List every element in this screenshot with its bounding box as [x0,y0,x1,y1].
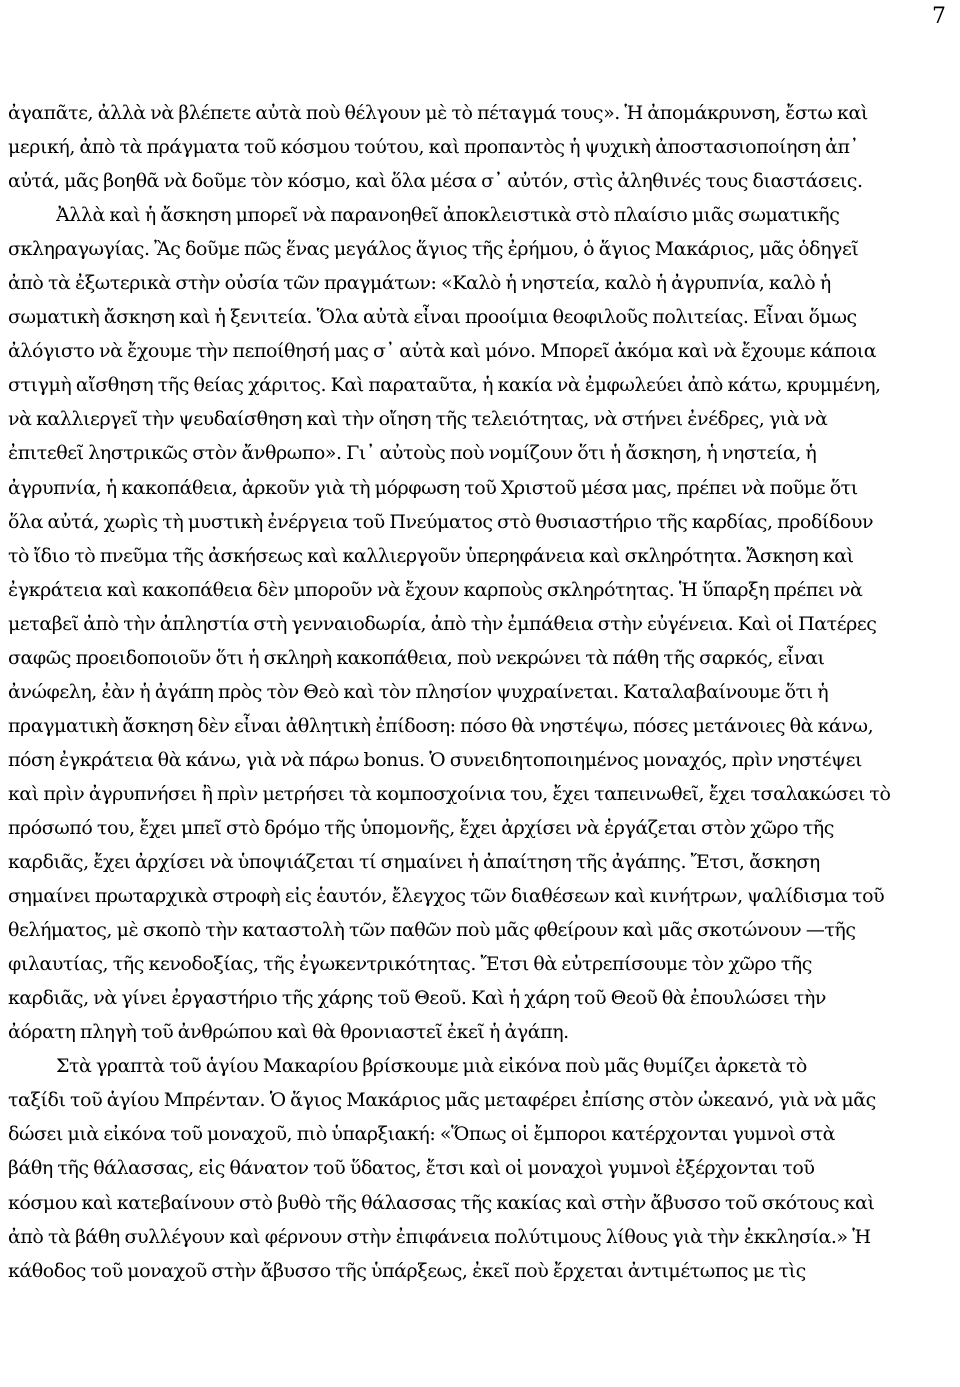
text-line: σωματικὴ ἄσκηση καὶ ἡ ξενιτεία. Ὅλα αὐτὰ εἶναι προοίμια θεοφιλοῦς πολιτείας. Εἶναι ὅμως [8,306,857,329]
text-line: ἐγκράτεια καὶ κακοπάθεια δὲν μποροῦν νὰ ἔχουν καρποὺς σκληρότητας. Ἡ ὕπαρξη πρέπει νὰ [8,578,863,601]
text-line: σαφῶς προειδοποιοῦν ὅτι ἡ σκληρὴ κακοπάθεια, ποὺ νεκρώνει τὰ πάθη τῆς σαρκός, εἶναι [8,646,825,669]
body-text [8,96,952,1288]
text-line: ἀπὸ τὰ ἐξωτερικὰ στὴν οὐσία τῶν πραγμάτων: «Καλὸ ἡ νηστεία, καλὸ ἡ ἀγρυπνία, καλὸ ἡ [8,272,831,295]
text-line: ἀγρυπνία, ἡ κακοπάθεια, ἀρκοῦν γιὰ τὴ μόρφωση τοῦ Χριστοῦ μέσα μας, πρέπει νὰ ποῦμε ὅτι [8,476,858,499]
text-line: μεταβεῖ ἀπὸ τὴν ἀπληστία στὴ γενναιοδωρία, ἀπὸ τὴν ἐμπάθεια στὴν εὐγένεια. Καὶ οἱ Πατέρες [8,612,877,635]
text-line: δώσει μιὰ εἰκόνα τοῦ μοναχοῦ, πιὸ ὑπαρξιακή: «Ὅπως οἱ ἔμποροι κατέρχονται γυμνοὶ στὰ [8,1123,836,1146]
text-line: σκληραγωγίας. Ἂς δοῦμε πῶς ἕνας μεγάλος ἅγιος τῆς ἐρήμου, ὁ ἅγιος Μακάριος, μᾶς ὁδηγεῖ [8,238,859,261]
text-line: ἀνώφελη, ἐὰν ἡ ἀγάπη πρὸς τὸν Θεὸ καὶ τὸν πλησίον ψυχραίνεται. Καταλαβαίνουμε ὅτι ἡ [8,680,829,703]
text-line: στιγμὴ αἴσθηση τῆς θείας χάριτος. Καὶ παραταῦτα, ἡ κακία νὰ ἐμφωλεύει ἀπὸ κάτω, κρυμμένη, [8,374,881,397]
text-line: ἐπιτεθεῖ ληστρικῶς στὸν ἄνθρωπο». Γι᾽ αὐτοὺς ποὺ νομίζουν ὅτι ἡ ἄσκηση, ἡ νηστεία, ἡ [8,442,817,465]
text-line: ἀπὸ τὰ βάθη συλλέγουν καὶ φέρνουν στὴν ἐπιφάνεια πολύτιμους λίθους γιὰ τὴν ἐκκλησία.» Ἡ [8,1225,871,1248]
text-line: πρόσωπό του, ἔχει μπεῖ στὸ δρόμο τῆς ὑπομονῆς, ἔχει ἀρχίσει νὰ ἐργάζεται στὸν χῶρο τῆς [8,816,834,839]
page-number: 7 [932,4,946,29]
text-line: ἀλόγιστο νὰ ἔχουμε τὴν πεποίθησή μας σ᾽ αὐτὰ καὶ μόνο. Μπορεῖ ἀκόμα καὶ νὰ ἔχουμε κάποια [8,340,877,363]
text-line: αὐτά, μᾶς βοηθᾶ νὰ δοῦμε τὸν κόσμο, καὶ ὅλα μέσα σ᾽ αὐτόν, στὶς ἀληθινές τους διαστάσεις. [8,170,863,193]
text-line: ἀγαπᾶτε, ἀλλὰ νὰ βλέπετε αὐτὰ ποὺ θέλγουν μὲ τὸ πέταγμά τους». Ἡ ἀπομάκρυνση, ἔστω καὶ [8,102,868,124]
text-line: σημαίνει πρωταρχικὰ στροφὴ εἰς ἑαυτόν, ἔλεγχος τῶν διαθέσεων καὶ κινήτρων, ψαλίδισμα τοῦ [8,885,885,908]
text-line: πόση ἐγκράτεια θὰ κάνω, γιὰ νὰ πάρω bonus. Ὁ συνειδητοποιημένος μοναχός, πρὶν νηστέψει [8,748,862,771]
text-line-paragraph-start: Στὰ γραπτὰ τοῦ ἁγίου Μακαρίου βρίσκουμε μιὰ εἰκόνα ποὺ μᾶς θυμίζει ἀρκετὰ τὸ [56,1055,807,1078]
text-line: ὅλα αὐτά, χωρὶς τὴ μυστικὴ ἐνέργεια τοῦ Πνεύματος στὸ θυσιαστήριο τῆς καρδίας, προδίδουν [8,510,874,533]
text-line: καὶ πρὶν ἀγρυπνήσει ἢ πρὶν μετρήσει τὰ κομποσχοίνια του, ἔχει ταπεινωθεῖ, ἔχει τσαλακώσει τὸ [8,782,891,805]
text-line: ἀόρατη πληγὴ τοῦ ἀνθρώπου καὶ θὰ θρονιαστεῖ ἐκεῖ ἡ ἀγάπη. [8,1021,569,1044]
text-line: μερική, ἀπὸ τὰ πράγματα τοῦ κόσμου τούτου, καὶ προπαντὸς ἡ ψυχικὴ ἀποστασιοποίηση ἀπ᾽ [8,136,859,159]
text-line: ταξίδι τοῦ ἁγίου Μπρένταν. Ὁ ἅγιος Μακάριος μᾶς μεταφέρει ἐπίσης στὸν ὠκεανό, γιὰ νὰ μᾶς [8,1089,876,1112]
text-line: καρδιᾶς, νὰ γίνει ἐργαστήριο τῆς χάρης τοῦ Θεοῦ. Καὶ ἡ χάρη τοῦ Θεοῦ θὰ ἐπουλώσει τὴν [8,987,826,1010]
text-line: νὰ καλλιεργεῖ τὴν ψευδαίσθηση καὶ τὴν οἴηση τῆς τελειότητας, νὰ στήνει ἐνέδρες, γιὰ νὰ [8,408,828,431]
text-line: κόσμου καὶ κατεβαίνουν στὸ βυθὸ τῆς θάλασσας τῆς κακίας καὶ στὴν ἄβυσσο τοῦ σκότους καὶ [8,1191,875,1214]
text-line: φιλαυτίας, τῆς κενοδοξίας, τῆς ἐγωκεντρικότητας. Ἔτσι θὰ εὐτρεπίσουμε τὸν χῶρο τῆς [8,953,812,976]
text-line-paragraph-start: Ἀλλὰ καὶ ἡ ἄσκηση μπορεῖ νὰ παρανοηθεῖ ἀποκλειστικὰ στὸ πλαίσιο μιᾶς σωματικῆς [56,204,840,227]
text-line: θελήματος, μὲ σκοπὸ τὴν καταστολὴ τῶν παθῶν ποὺ μᾶς φθείρουν καὶ μᾶς σκοτώνουν —τῆς [8,919,856,942]
text-line: τὸ ἴδιο τὸ πνεῦμα τῆς ἀσκήσεως καὶ καλλιεργοῦν ὑπερηφάνεια καὶ σκληρότητα. Ἄσκηση καὶ [8,544,854,567]
text-line: καρδιᾶς, ἔχει ἀρχίσει νὰ ὑποψιάζεται τί σημαίνει ἡ ἀπαίτηση τῆς ἀγάπης. Ἔτσι, ἄσκηση [8,851,820,874]
text-line: πραγματικὴ ἄσκηση δὲν εἶναι ἀθλητικὴ ἐπίδοση: πόσο θὰ νηστέψω, πόσες μετάνοιες θὰ κάνω, [8,714,874,737]
text-line: βάθη τῆς θάλασσας, εἰς θάνατον τοῦ ὕδατος, ἔτσι καὶ οἱ μοναχοὶ γυμνοὶ ἐξέρχονται τοῦ [8,1157,815,1180]
text-line: κάθοδος τοῦ μοναχοῦ στὴν ἄβυσσο τῆς ὑπάρξεως, ἐκεῖ ποὺ ἔρχεται ἀντιμέτωπος με τὶς [8,1259,806,1282]
